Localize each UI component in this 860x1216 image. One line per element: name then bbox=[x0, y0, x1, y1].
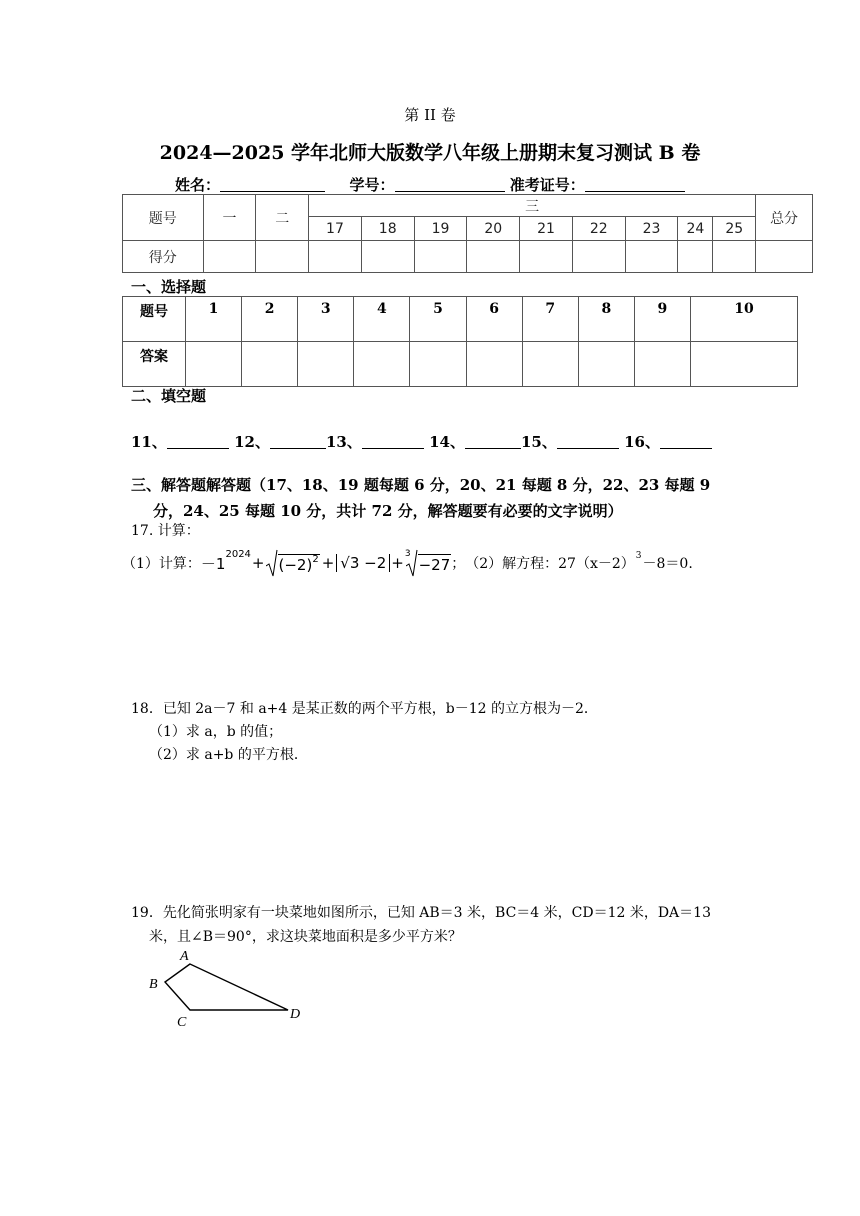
q17-stem: 17. 计算： bbox=[131, 523, 200, 539]
q17-part2-tail: －8＝0. bbox=[642, 556, 693, 572]
answer-cell[interactable] bbox=[522, 342, 578, 387]
score-cell[interactable] bbox=[203, 241, 256, 273]
fill-item-15: 15、 bbox=[520, 433, 557, 451]
answer-cell[interactable] bbox=[298, 342, 354, 387]
q17-separator: ； bbox=[451, 556, 466, 572]
q17-part2-exponent: 3 bbox=[635, 551, 642, 561]
part2-header: 二 bbox=[256, 195, 309, 241]
sub-q-18: 18 bbox=[361, 217, 414, 241]
q17-radicand-3: −27 bbox=[418, 556, 451, 574]
fill-item-13: 13、 bbox=[325, 433, 362, 451]
q17-plus-2: + bbox=[321, 554, 335, 572]
q18-line1: 18．已知 2a－7 和 a+4 是某正数的两个平方根，b－12 的立方根为－2． bbox=[131, 701, 598, 717]
ans-qnum-label: 题号 bbox=[123, 297, 186, 342]
score-cell[interactable] bbox=[520, 241, 573, 273]
sub-q-25: 25 bbox=[713, 217, 756, 241]
total-header: 总分 bbox=[756, 195, 813, 241]
fill-blank[interactable] bbox=[270, 433, 326, 449]
volume-label: 第 II 卷 bbox=[404, 106, 456, 124]
fill-item-11: 11、 bbox=[131, 433, 167, 451]
answer-cell[interactable] bbox=[466, 342, 522, 387]
sub-q-22: 22 bbox=[572, 217, 625, 241]
fill-blank[interactable] bbox=[557, 433, 619, 449]
ans-num-9: 9 bbox=[634, 297, 690, 342]
id-label: 学号： bbox=[349, 176, 395, 194]
answer-cell[interactable] bbox=[578, 342, 634, 387]
score-cell[interactable] bbox=[713, 241, 756, 273]
section3-heading-line2: 分，24、25 每题 10 分，共计 72 分，解答题要有必要的文字说明） bbox=[153, 502, 623, 520]
answer-cell[interactable] bbox=[186, 342, 242, 387]
q18-line3: （2）求 a+b 的平方根． bbox=[149, 747, 308, 763]
q19-line1: 19．先化简张明家有一块菜地如图所示，已知 AB＝3 米，BC＝4 米，CD＝12 米，DA＝13 bbox=[131, 905, 711, 921]
sub-q-21: 21 bbox=[520, 217, 573, 241]
sub-q-23: 23 bbox=[625, 217, 678, 241]
exam-no-label: 准考证号： bbox=[509, 176, 585, 194]
score-cell[interactable] bbox=[256, 241, 309, 273]
q18-line2: （1）求 a，b 的值； bbox=[149, 724, 283, 740]
sub-q-19: 19 bbox=[414, 217, 467, 241]
fill-item-14: 14、 bbox=[429, 433, 465, 451]
answer-cell[interactable] bbox=[410, 342, 466, 387]
section3-heading-line1: 三、解答题解答题（17、18、19 题每题 6 分，20、21 每题 8 分，22、23 每题 9 bbox=[131, 476, 711, 494]
q17-line bbox=[122, 548, 693, 578]
fill-item-12: 12、 bbox=[234, 433, 270, 451]
fill-blank[interactable] bbox=[167, 433, 229, 449]
q17-cbrt-index: 3 bbox=[404, 549, 411, 559]
answer-cell[interactable] bbox=[242, 342, 298, 387]
exam-no-blank[interactable] bbox=[585, 176, 685, 192]
ans-num-6: 6 bbox=[466, 297, 522, 342]
ans-num-2: 2 bbox=[242, 297, 298, 342]
ans-num-3: 3 bbox=[298, 297, 354, 342]
q17-minus-one: －1 bbox=[200, 554, 226, 573]
q17-radicand-1-text: (−2) bbox=[278, 556, 313, 574]
q17-plus-3: + bbox=[391, 554, 404, 572]
score-cell[interactable] bbox=[625, 241, 678, 273]
score-row-label: 得分 bbox=[123, 241, 204, 273]
exam-title: 2024—2025 学年北师大版数学八年级上册期末复习测试 B 卷 bbox=[159, 142, 701, 164]
name-blank[interactable] bbox=[220, 176, 325, 192]
score-cell[interactable] bbox=[756, 241, 813, 273]
section2-heading: 二、填空题 bbox=[131, 387, 207, 405]
q17-plus-1: + bbox=[251, 554, 265, 572]
fill-blank[interactable] bbox=[362, 433, 424, 449]
vertex-label-c: C bbox=[177, 1015, 187, 1030]
ans-num-1: 1 bbox=[186, 297, 242, 342]
score-cell[interactable] bbox=[361, 241, 414, 273]
fill-item-16: 16、 bbox=[624, 433, 660, 451]
answer-cell[interactable] bbox=[354, 342, 410, 387]
score-table bbox=[122, 194, 813, 273]
section1-heading: 一、选择题 bbox=[131, 278, 207, 296]
score-cell[interactable] bbox=[414, 241, 467, 273]
sub-q-24: 24 bbox=[678, 217, 713, 241]
ans-answer-label: 答案 bbox=[123, 342, 186, 387]
name-label: 姓名： bbox=[175, 176, 221, 194]
score-cell[interactable] bbox=[309, 241, 362, 273]
vertex-label-a: A bbox=[180, 949, 189, 964]
q17-part1-label: （1）计算： bbox=[122, 556, 201, 572]
ans-num-10: 10 bbox=[690, 297, 797, 342]
ans-num-7: 7 bbox=[522, 297, 578, 342]
fill-blank-line bbox=[131, 431, 712, 452]
part1-header: 一 bbox=[203, 195, 256, 241]
q19-line2: 米，且∠B＝90°，求这块菜地面积是多少平方米？ bbox=[149, 929, 462, 945]
fill-blank[interactable] bbox=[660, 433, 712, 449]
quadrilateral-figure bbox=[140, 944, 320, 1034]
ans-num-5: 5 bbox=[410, 297, 466, 342]
score-cell[interactable] bbox=[467, 241, 520, 273]
fill-blank[interactable] bbox=[465, 433, 521, 449]
q17-radicand-1 bbox=[278, 554, 320, 574]
ans-num-8: 8 bbox=[578, 297, 634, 342]
sub-q-20: 20 bbox=[467, 217, 520, 241]
vertex-label-b: B bbox=[149, 977, 158, 992]
part3-header: 三 bbox=[309, 195, 756, 217]
score-cell[interactable] bbox=[572, 241, 625, 273]
ans-num-4: 4 bbox=[354, 297, 410, 342]
q17-abs-value: √3 −2 bbox=[336, 554, 390, 572]
student-info-line bbox=[175, 174, 685, 195]
score-cell[interactable] bbox=[678, 241, 713, 273]
id-blank[interactable] bbox=[395, 176, 505, 192]
quadrilateral-shape bbox=[165, 964, 288, 1010]
q17-exponent: 2024 bbox=[225, 548, 251, 560]
q17-radicand-1-exp: 2 bbox=[312, 554, 319, 565]
answer-cell[interactable] bbox=[690, 342, 797, 387]
sub-q-17: 17 bbox=[309, 217, 362, 241]
q17-part2-label: （2）解方程：27（x－2） bbox=[465, 556, 635, 572]
answer-cell[interactable] bbox=[634, 342, 690, 387]
sqrt-icon bbox=[266, 549, 278, 577]
vertex-label-d: D bbox=[290, 1007, 301, 1022]
section3-heading bbox=[131, 472, 751, 524]
answer-table bbox=[122, 296, 798, 387]
qnum-header: 题号 bbox=[123, 195, 204, 241]
